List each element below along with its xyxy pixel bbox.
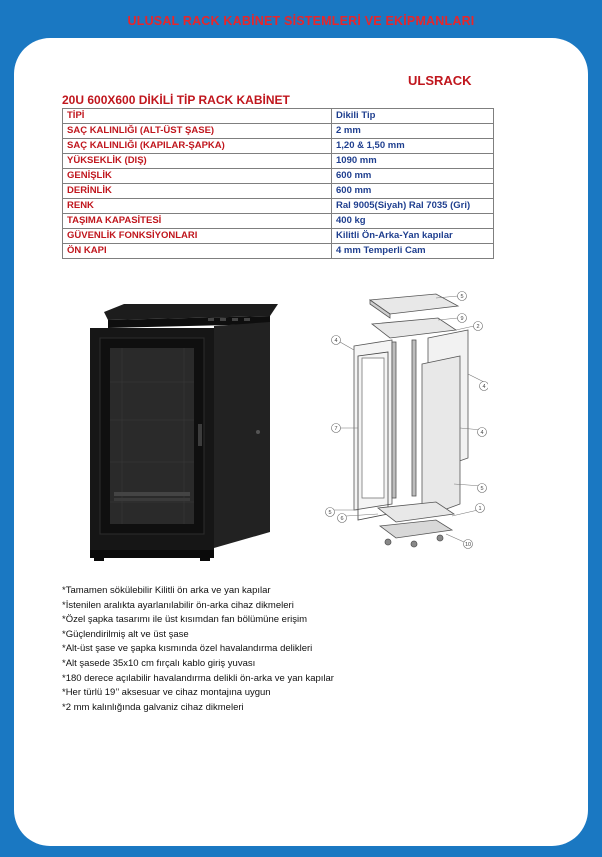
svg-text:4: 4: [482, 384, 486, 390]
spec-row: [63, 184, 494, 199]
spec-value: 2 mm: [332, 124, 494, 139]
feature-list: [62, 584, 334, 715]
callout-marker: [332, 336, 341, 345]
spec-key: ÖN KAPI: [63, 244, 332, 259]
list-item: *İstenilen aralıkta ayarlanılabilir ön-arka cihaz dikmeleri: [62, 599, 294, 611]
callout-marker: [476, 504, 485, 513]
callout-marker: [458, 314, 467, 323]
list-item: *Alt şasede 35x10 cm fırçalı kablo giriş yuvası: [62, 657, 256, 669]
exploded-diagram: [318, 290, 488, 557]
spec-value: 400 kg: [332, 214, 494, 229]
svg-text:9: 9: [460, 316, 464, 322]
spec-row: [63, 109, 494, 124]
svg-text:1: 1: [478, 506, 482, 512]
spec-key: YÜKSEKLİK (DIŞ): [63, 154, 332, 169]
spec-row: [63, 169, 494, 184]
callout-marker: [464, 540, 473, 549]
spec-value: 600 mm: [332, 169, 494, 184]
spec-table: [62, 108, 494, 259]
list-item: *Tamamen sökülebilir Kilitli ön arka ve yan kapılar: [62, 585, 271, 596]
callout-marker: [338, 514, 347, 523]
svg-text:7: 7: [334, 426, 338, 432]
brand-name: ULSRACK: [408, 73, 472, 88]
rack-cabinet-photo: [88, 302, 288, 567]
spec-value: 4 mm Temperli Cam: [332, 244, 494, 259]
spec-value: Kilitli Ön-Arka-Yan kapılar: [332, 229, 494, 244]
list-item: *Güçlendirilmiş alt ve üst şase: [62, 628, 189, 640]
spec-value: Ral 9005(Siyah) Ral 7035 (Gri): [332, 199, 494, 214]
spec-key: DERİNLİK: [63, 184, 332, 199]
list-item: *Her türlü 19’’ aksesuar ve cihaz montajına uygun: [62, 687, 271, 699]
svg-text:5: 5: [480, 486, 484, 492]
svg-text:4: 4: [480, 430, 484, 436]
list-item: *Alt-üst şase ve şapka kısmında özel havalandırma delikleri: [62, 643, 313, 655]
spec-key: TİPİ: [63, 109, 332, 124]
spec-row: [63, 199, 494, 214]
spec-row: [63, 154, 494, 169]
spec-key: RENK: [63, 199, 332, 214]
callout-marker: [332, 424, 341, 433]
spec-row: [63, 124, 494, 139]
callout-marker: [474, 322, 483, 331]
list-item: *180 derece açılabilir havalandırma delikli ön-arka ve yan kapılar: [62, 672, 334, 684]
spec-value: 600 mm: [332, 184, 494, 199]
svg-text:2: 2: [476, 324, 480, 330]
spec-key: SAÇ KALINLIĞI (KAPILAR-ŞAPKA): [63, 139, 332, 154]
spec-value: 1090 mm: [332, 154, 494, 169]
spec-row: [63, 139, 494, 154]
callout-marker: [478, 428, 487, 437]
spec-row: [63, 214, 494, 229]
callout-marker: [458, 292, 467, 301]
spec-key: GÜVENLİK FONKSİYONLARI: [63, 229, 332, 244]
spec-key: GENİŞLİK: [63, 169, 332, 184]
svg-text:6: 6: [340, 516, 344, 522]
svg-text:10: 10: [464, 542, 472, 548]
svg-text:5: 5: [328, 510, 332, 516]
spec-row: [63, 244, 494, 259]
header-banner: ULUSAL RACK KABİNET SİSTEMLERİ VE EKİPMANLARI: [127, 14, 475, 28]
callout-marker: [480, 382, 489, 391]
spec-value: Dikili Tip: [332, 109, 494, 124]
list-item: *Özel şapka tasarımı ile üst kısımdan fan bölümüne erişim: [62, 614, 307, 626]
spec-value: 1,20 & 1,50 mm: [332, 139, 494, 154]
spec-row: [63, 229, 494, 244]
svg-text:4: 4: [334, 338, 338, 344]
spec-key: SAÇ KALINLIĞI (ALT-ÜST ŞASE): [63, 124, 332, 139]
svg-text:5: 5: [460, 294, 464, 300]
callout-marker: [478, 484, 487, 493]
list-item: *2 mm kalınlığında galvaniz cihaz dikmeleri: [62, 701, 244, 713]
spec-key: TAŞIMA KAPASİTESİ: [63, 214, 332, 229]
callout-marker: [326, 508, 335, 517]
product-title: 20U 600X600 DİKİLİ TİP RACK KABİNET: [62, 93, 290, 107]
